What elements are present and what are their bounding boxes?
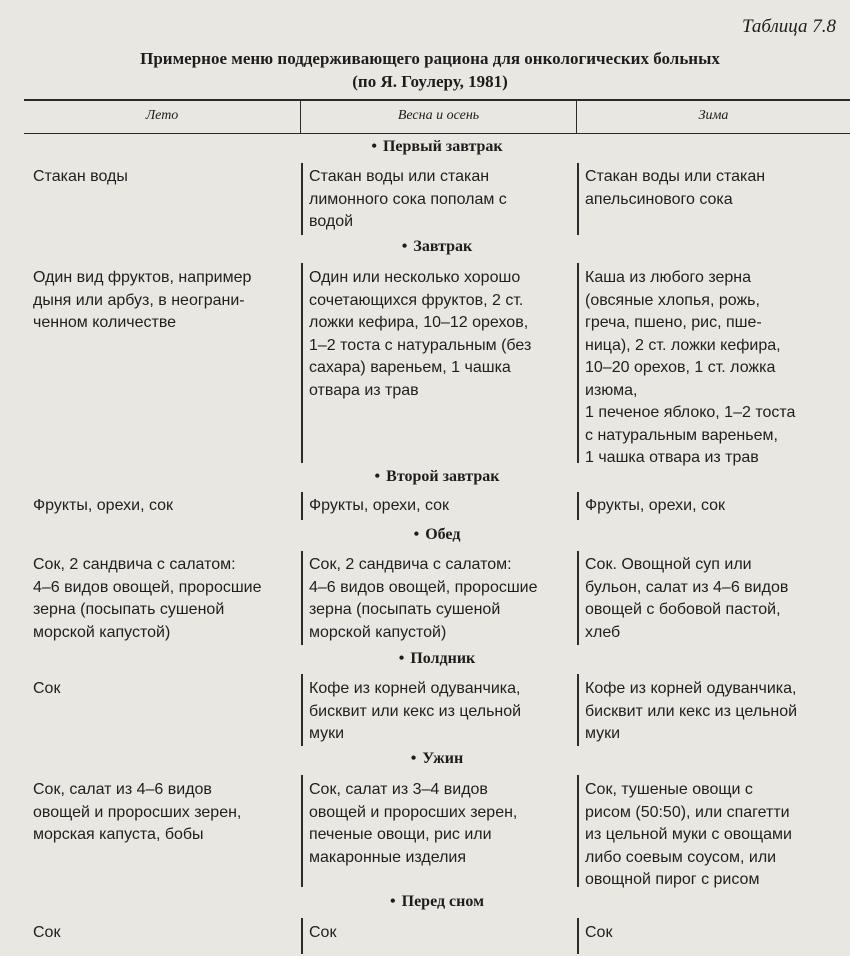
column-header-winter: Зима xyxy=(698,108,729,123)
menu-cell: Сок, 2 сандвича с салатом: 4–6 видов овощей, проросшие зерна (посыпать сушеной морской капустой) xyxy=(309,556,538,641)
column-divider xyxy=(301,492,303,520)
menu-cell: Один или несколько хорошо сочетающихся фруктов, 2 ст. ложки кефира, 10–12 орехов, 1–2 тоста с натуральным (без сахара) вареньем, 1 чашка отвара из трав xyxy=(309,269,532,399)
menu-cell: Сок, 2 сандвича с салатом: 4–6 видов овощей, проросшие зерна (посыпать сушеной морской капустой) xyxy=(33,556,262,641)
menu-cell: Фрукты, орехи, сок xyxy=(309,497,450,514)
column-divider xyxy=(301,263,303,463)
menu-cell: Сок. Овощной суп или бульон, салат из 4–6 видов овощей с бобовой пастой, хлеб xyxy=(585,556,789,641)
menu-cell: Сок, салат из 4–6 видов овощей и проросших зерен, морская капуста, бобы xyxy=(33,781,242,843)
column-divider xyxy=(577,551,579,645)
menu-cell: Сок, салат из 3–4 видов овощей и проросших зерен, печеные овощи, рис или макаронные изделия xyxy=(309,781,518,866)
table-title: Примерное меню поддерживающего рациона для онкологических больных xyxy=(140,49,720,68)
meal-heading: • Завтрак xyxy=(401,238,473,255)
column-header-summer: Лето xyxy=(145,108,179,123)
menu-cell: Каша из любого зерна (овсяные хлопья, рожь, греча, пшено, рис, пше- ница), 2 ст. ложки кефира, 10–20 орехов, 1 ст. ложка изюма, 1 печеное яблоко, 1–2 тоста с натуральным вареньем, 1 чашка отвара из трав xyxy=(585,269,796,466)
column-divider xyxy=(577,163,579,235)
menu-cell: Кофе из корней одуванчика, бисквит или кекс из цельной муки xyxy=(309,680,522,742)
table-subtitle: (по Я. Гоулеру, 1981) xyxy=(352,72,508,91)
column-divider xyxy=(577,674,579,746)
menu-cell: Кофе из корней одуванчика, бисквит или кекс из цельной муки xyxy=(585,680,798,742)
menu-cell: Один вид фруктов, например дыня или арбуз, в неограни- ченном количестве xyxy=(33,269,252,331)
column-divider xyxy=(577,775,579,887)
column-divider xyxy=(301,551,303,645)
meal-heading: • Перед сном xyxy=(390,893,484,910)
meal-heading: • Первый завтрак xyxy=(371,138,503,155)
menu-cell: Стакан воды xyxy=(33,168,128,185)
meal-heading: • Ужин xyxy=(410,750,464,767)
menu-cell: Сок xyxy=(33,680,61,697)
menu-cell: Стакан воды или стакан апельсинового сока xyxy=(585,168,766,208)
menu-cell: Фрукты, орехи, сок xyxy=(33,497,174,514)
column-divider xyxy=(577,492,579,520)
menu-cell: Сок, тушеные овощи с рисом (50:50), или спагетти из цельной муки с овощами либо соевым соусом, или овощной пирог с рисом xyxy=(585,781,792,888)
table-number: Таблица 7.8 xyxy=(742,16,836,37)
header-top-rule xyxy=(24,99,850,101)
meal-heading: • Второй завтрак xyxy=(374,468,500,485)
column-divider xyxy=(301,775,303,887)
menu-cell: Сок xyxy=(585,924,613,941)
meal-heading: • Полдник xyxy=(398,650,476,667)
column-divider xyxy=(301,674,303,746)
menu-cell: Стакан воды или стакан лимонного сока пополам с водой xyxy=(309,168,507,230)
header-bottom-rule xyxy=(24,133,850,134)
menu-cell: Фрукты, орехи, сок xyxy=(585,497,726,514)
column-header-spring-autumn: Весна и осень xyxy=(397,108,480,123)
column-divider xyxy=(301,163,303,235)
meal-heading: • Обед xyxy=(413,526,461,543)
menu-cell: Сок xyxy=(309,924,337,941)
column-divider xyxy=(577,263,579,463)
column-divider xyxy=(301,918,303,954)
column-divider xyxy=(577,918,579,954)
menu-cell: Сок xyxy=(33,924,61,941)
